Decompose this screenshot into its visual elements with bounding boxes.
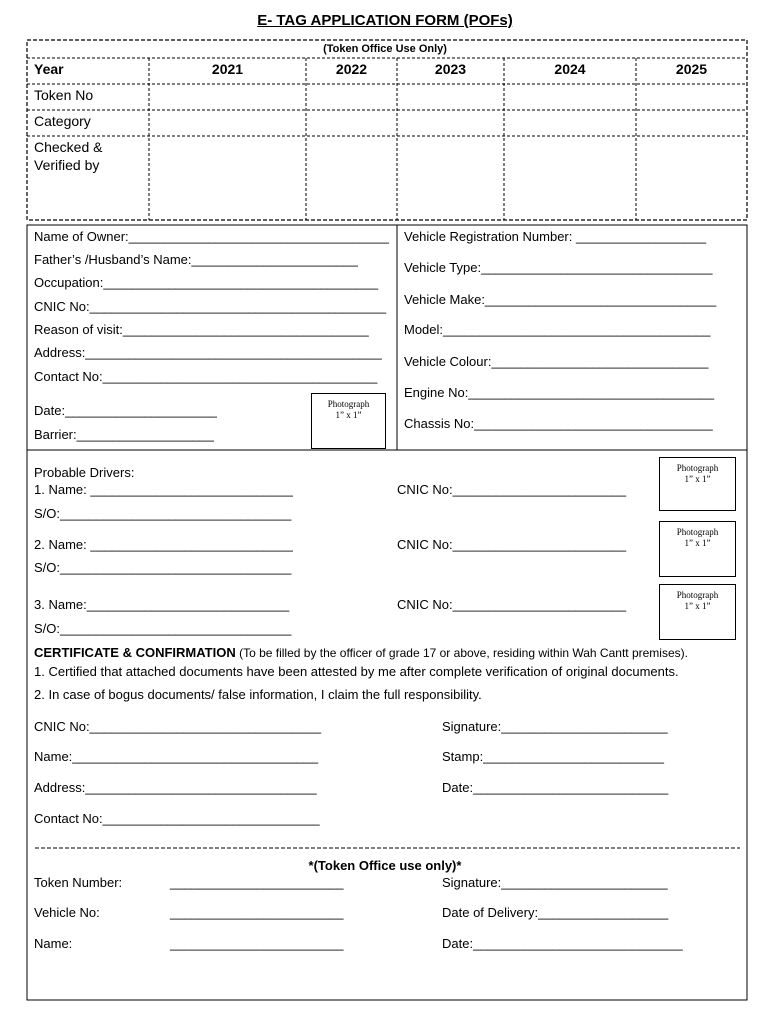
token-table-header: (Token Office Use Only) bbox=[323, 43, 447, 55]
owner-photo-box bbox=[311, 393, 386, 449]
officer-date-field[interactable]: Date:___________________________ bbox=[442, 780, 669, 795]
photo-label: Photograph bbox=[676, 527, 719, 537]
driver1-cnic-field[interactable]: CNIC No:________________________ bbox=[397, 482, 627, 497]
driver2-cnic-field[interactable]: CNIC No:________________________ bbox=[397, 537, 627, 552]
year-2023: 2023 bbox=[434, 61, 467, 77]
photo-size: 1” x 1” bbox=[684, 538, 711, 548]
occupation-field[interactable]: Occupation:______________________________________ bbox=[34, 275, 379, 290]
driver2-name-field[interactable]: 2. Name: ____________________________ bbox=[34, 537, 293, 552]
certificate-heading-line bbox=[34, 645, 688, 660]
photo-label: Photograph bbox=[676, 590, 719, 600]
drivers-heading: Probable Drivers: bbox=[34, 465, 135, 480]
certificate-line-2: 2. In case of bogus documents/ false information, I claim the full responsibility. bbox=[34, 687, 482, 702]
vehicle-no-label: Vehicle No: bbox=[34, 905, 100, 920]
token-number-label: Token Number: bbox=[34, 875, 123, 890]
contact-field[interactable]: Contact No:______________________________________ bbox=[34, 369, 378, 384]
photo-size: 1” x 1” bbox=[684, 474, 711, 484]
vehicle-colour-field[interactable]: Vehicle Colour:______________________________ bbox=[404, 354, 709, 369]
row-verified-by: Verified by bbox=[34, 157, 100, 173]
year-2021: 2021 bbox=[211, 61, 244, 77]
year-label: Year bbox=[34, 61, 64, 77]
officer-signature-field[interactable]: Signature:_______________________ bbox=[442, 719, 668, 734]
officer-cnic-field[interactable]: CNIC No:________________________________ bbox=[34, 719, 321, 734]
certificate-heading: CERTIFICATE & CONFIRMATION bbox=[34, 645, 236, 660]
officer-contact-field[interactable]: Contact No:______________________________ bbox=[34, 811, 320, 826]
date-of-delivery-field[interactable]: Date of Delivery:__________________ bbox=[442, 905, 669, 920]
officer-stamp-field[interactable]: Stamp:_________________________ bbox=[442, 749, 664, 764]
driver2-photo-box bbox=[659, 521, 736, 577]
engine-no-field[interactable]: Engine No:__________________________________ bbox=[404, 385, 715, 400]
year-2024: 2024 bbox=[554, 61, 586, 77]
certificate-line-1: 1. Certified that attached documents have been attested by me after complete verification of original documents. bbox=[34, 664, 679, 679]
office-use-heading: *(Token Office use only)* bbox=[308, 858, 462, 873]
vehicle-no-field[interactable]: ________________________ bbox=[170, 905, 344, 920]
year-2025: 2025 bbox=[675, 61, 708, 77]
vehicle-registration-field[interactable]: Vehicle Registration Number: __________________ bbox=[404, 229, 707, 244]
reason-field[interactable]: Reason of visit:__________________________________ bbox=[34, 322, 369, 337]
office-date-field[interactable]: Date:_____________________________ bbox=[442, 936, 683, 951]
officer-name-field[interactable]: Name:__________________________________ bbox=[34, 749, 319, 764]
token-number-field[interactable]: ________________________ bbox=[170, 875, 344, 890]
model-field[interactable]: Model:_____________________________________ bbox=[404, 322, 711, 337]
office-name-field[interactable]: ________________________ bbox=[170, 936, 344, 951]
chassis-no-field[interactable]: Chassis No:_________________________________ bbox=[404, 416, 713, 431]
barrier-field[interactable]: Barrier:___________________ bbox=[34, 427, 214, 442]
photo-size: 1” x 1” bbox=[335, 410, 362, 420]
vehicle-make-field[interactable]: Vehicle Make:________________________________ bbox=[404, 292, 717, 307]
owner-cnic-field[interactable]: CNIC No:_________________________________________ bbox=[34, 299, 387, 314]
driver3-so-field[interactable]: S/O:________________________________ bbox=[34, 621, 292, 636]
officer-address-field[interactable]: Address:________________________________ bbox=[34, 780, 317, 795]
driver1-photo-box bbox=[659, 457, 736, 511]
driver2-so-field[interactable]: S/O:________________________________ bbox=[34, 560, 292, 575]
row-category: Category bbox=[34, 113, 91, 129]
year-2022: 2022 bbox=[335, 61, 368, 77]
address-field[interactable]: Address:_________________________________________ bbox=[34, 345, 382, 360]
owner-name-field[interactable]: Name of Owner:____________________________________ bbox=[34, 229, 389, 244]
vehicle-type-field[interactable]: Vehicle Type:________________________________ bbox=[404, 260, 713, 275]
office-name-label: Name: bbox=[34, 936, 73, 951]
certificate-note: (To be filled by the officer of grade 17 or above, residing within Wah Cantt premises). bbox=[235, 646, 688, 660]
row-checked: Checked & bbox=[34, 139, 103, 155]
driver3-photo-box bbox=[659, 584, 736, 640]
date-field[interactable]: Date:_____________________ bbox=[34, 403, 217, 418]
photo-label: Photograph bbox=[327, 399, 370, 409]
driver1-name-field[interactable]: 1. Name: ____________________________ bbox=[34, 482, 293, 497]
photo-size: 1” x 1” bbox=[684, 601, 711, 611]
driver3-cnic-field[interactable]: CNIC No:________________________ bbox=[397, 597, 627, 612]
driver3-name-field[interactable]: 3. Name:____________________________ bbox=[34, 597, 290, 612]
row-token-no: Token No bbox=[34, 87, 94, 103]
form-title: E- TAG APPLICATION FORM (POFs) bbox=[257, 12, 513, 29]
father-name-field[interactable]: Father’s /Husband’s Name:_______________________ bbox=[34, 252, 358, 267]
driver1-so-field[interactable]: S/O:________________________________ bbox=[34, 506, 292, 521]
photo-label: Photograph bbox=[676, 463, 719, 473]
office-signature-field[interactable]: Signature:_______________________ bbox=[442, 875, 668, 890]
